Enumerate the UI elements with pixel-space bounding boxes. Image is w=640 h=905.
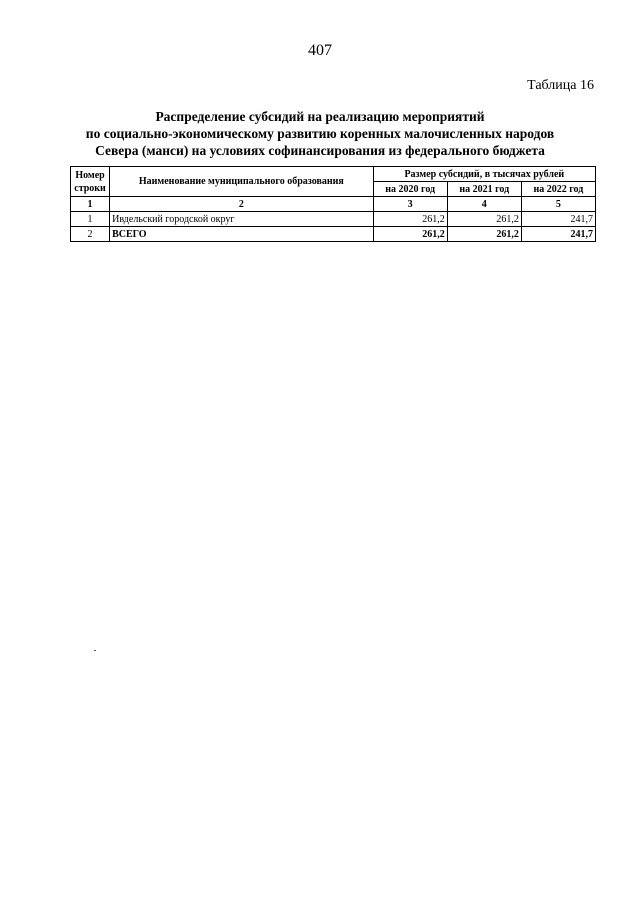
column-index: 5 bbox=[521, 197, 595, 212]
table-row bbox=[71, 212, 596, 227]
column-index: 4 bbox=[447, 197, 521, 212]
column-index: 3 bbox=[373, 197, 447, 212]
table-label: Таблица 16 bbox=[527, 78, 594, 93]
total-2022: 241,7 bbox=[521, 227, 595, 242]
header-year-2020: на 2020 год bbox=[373, 182, 447, 197]
total-label: ВСЕГО bbox=[110, 227, 374, 242]
total-2020: 261,2 bbox=[373, 227, 447, 242]
title-line-1: Распределение субсидий на реализацию мероприятий bbox=[155, 109, 485, 124]
row-number: 1 bbox=[71, 212, 110, 227]
title-line-2: по социально-экономическому развитию коренных малочисленных народов bbox=[85, 126, 555, 141]
header-row-number: Номер строки bbox=[71, 167, 110, 197]
header-subsidy-size: Размер субсидий, в тысячах рублей bbox=[373, 167, 595, 182]
header-municipality-name: Наименование муниципального образования bbox=[110, 167, 374, 197]
column-index: 2 bbox=[110, 197, 374, 212]
value-2021: 261,2 bbox=[447, 212, 521, 227]
document-title bbox=[0, 108, 640, 159]
subsidies-table bbox=[70, 166, 596, 242]
column-index: 1 bbox=[71, 197, 110, 212]
scan-speck bbox=[94, 650, 96, 651]
total-2021: 261,2 bbox=[447, 227, 521, 242]
value-2020: 261,2 bbox=[373, 212, 447, 227]
page-number: 407 bbox=[308, 42, 332, 59]
value-2022: 241,7 bbox=[521, 212, 595, 227]
title-line-3: Севера (манси) на условиях софинансирования из федерального бюджета bbox=[95, 143, 545, 158]
table-row-total bbox=[71, 227, 596, 242]
row-number: 2 bbox=[71, 227, 110, 242]
header-year-2022: на 2022 год bbox=[521, 182, 595, 197]
municipality-name: Ивдельский городской округ bbox=[110, 212, 374, 227]
header-year-2021: на 2021 год bbox=[447, 182, 521, 197]
